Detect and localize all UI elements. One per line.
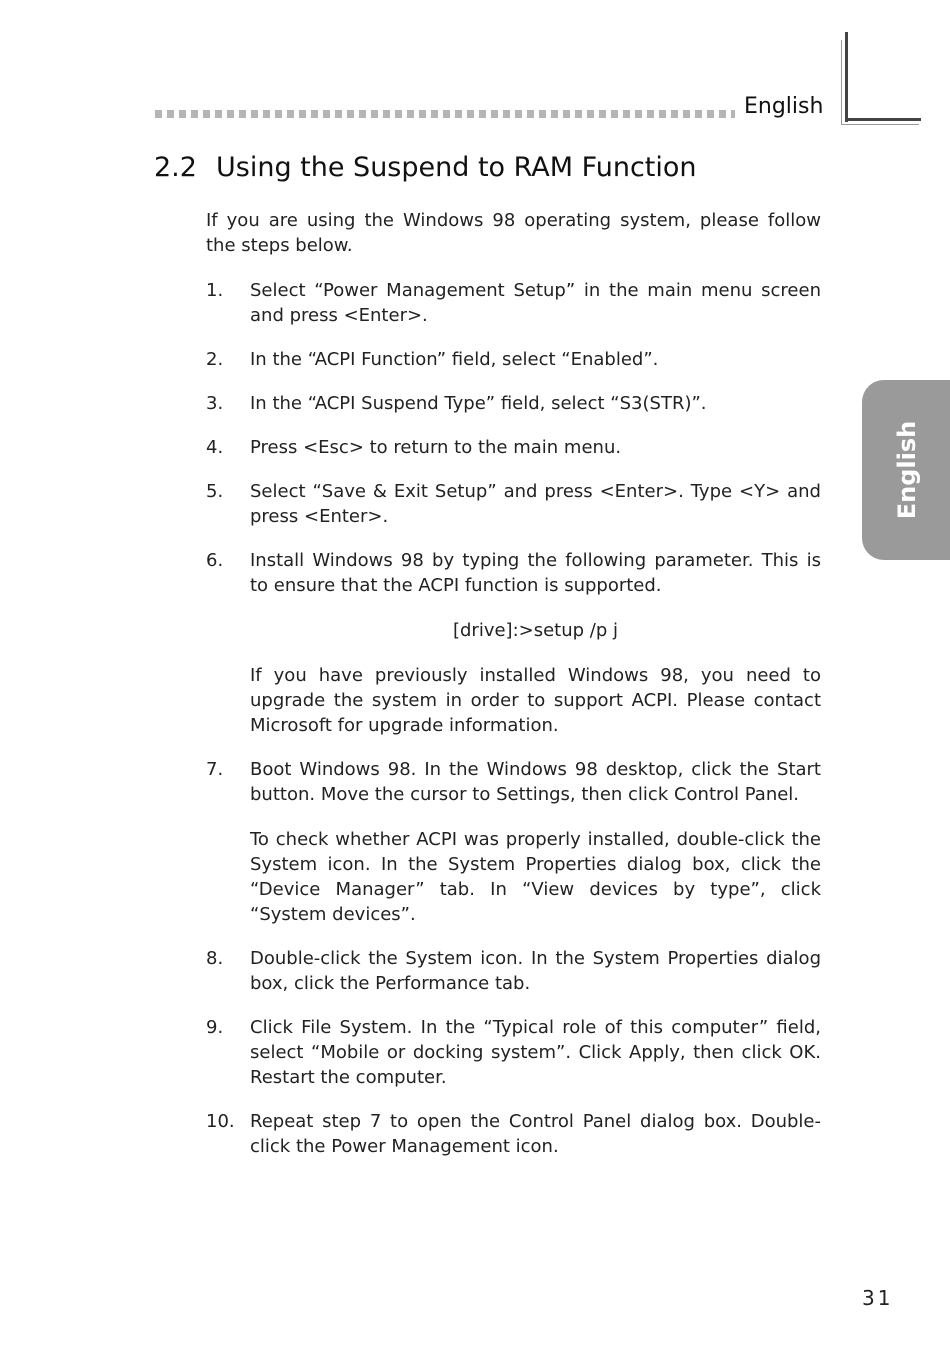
step-note: If you have previously installed Windows 98, you need to upgrade the system in order to support ACPI. Please contact Microsoft for upgrade information. [250, 665, 821, 736]
list-item [206, 391, 821, 416]
list-item [206, 278, 821, 328]
page-number: 31 [862, 1286, 894, 1310]
corner-mark-line [841, 124, 919, 125]
intro-paragraph: If you are using the Windows 98 operating system, please follow the steps below. [206, 210, 821, 256]
step-number: 6. [206, 550, 224, 571]
step-text: In the “ACPI Suspend Type” field, select “S3(STR)”. [250, 393, 707, 414]
section-number: 2.2 [154, 152, 197, 183]
step-number: 8. [206, 948, 224, 969]
section-title-text: Using the Suspend to RAM Function [216, 152, 697, 183]
corner-mark-line [845, 32, 848, 122]
step-text: In the “ACPI Function” field, select “Enabled”. [250, 349, 659, 370]
step-note: To check whether ACPI was properly installed, double-click the System icon. In the System Properties dialog box, click the “Device Manager” tab. In “View devices by type”, click “System devices”. [250, 829, 821, 925]
step-text: Select “Save & Exit Setup” and press <Enter>. Type <Y> and press <Enter>. [250, 481, 821, 527]
step-text: Double-click the System icon. In the System Properties dialog box, click the Performance tab. [250, 948, 821, 994]
step-text: Install Windows 98 by typing the following parameter. This is to ensure that the ACPI function is supported. [250, 550, 821, 596]
list-item [206, 548, 821, 738]
step-text: Boot Windows 98. In the Windows 98 desktop, click the Start button. Move the cursor to Settings, then click Control Panel. [250, 759, 821, 805]
section-title [154, 150, 697, 186]
step-number: 2. [206, 349, 224, 370]
step-number: 5. [206, 481, 224, 502]
header-language-label: English [744, 94, 824, 119]
list-item [206, 1109, 821, 1159]
list-item [206, 946, 821, 996]
step-text: Select “Power Management Setup” in the main menu screen and press <Enter>. [250, 280, 821, 326]
side-tab-label: English [893, 420, 921, 520]
main-content [206, 208, 821, 1178]
list-item [206, 479, 821, 529]
corner-mark-line [841, 40, 842, 124]
step-number: 7. [206, 759, 224, 780]
step-number: 4. [206, 437, 224, 458]
setup-command: [drive]:>setup /p j [452, 620, 619, 641]
step-text: Repeat step 7 to open the Control Panel dialog box. Double-click the Power Management icon. [250, 1111, 821, 1157]
list-item [206, 757, 821, 927]
step-number: 1. [206, 280, 224, 301]
step-number: 10. [206, 1111, 235, 1132]
list-item [206, 435, 821, 460]
list-item [206, 1015, 821, 1090]
step-number: 3. [206, 393, 224, 414]
step-text: Click File System. In the “Typical role of this computer” field, select “Mobile or docking system”. Click Apply, then click OK. Restart the computer. [250, 1017, 821, 1088]
language-side-tab [862, 380, 950, 560]
dotted-header-rule [155, 110, 735, 118]
step-number: 9. [206, 1017, 224, 1038]
step-text: Press <Esc> to return to the main menu. [250, 437, 622, 458]
list-item [206, 347, 821, 372]
corner-mark-line [845, 118, 921, 121]
